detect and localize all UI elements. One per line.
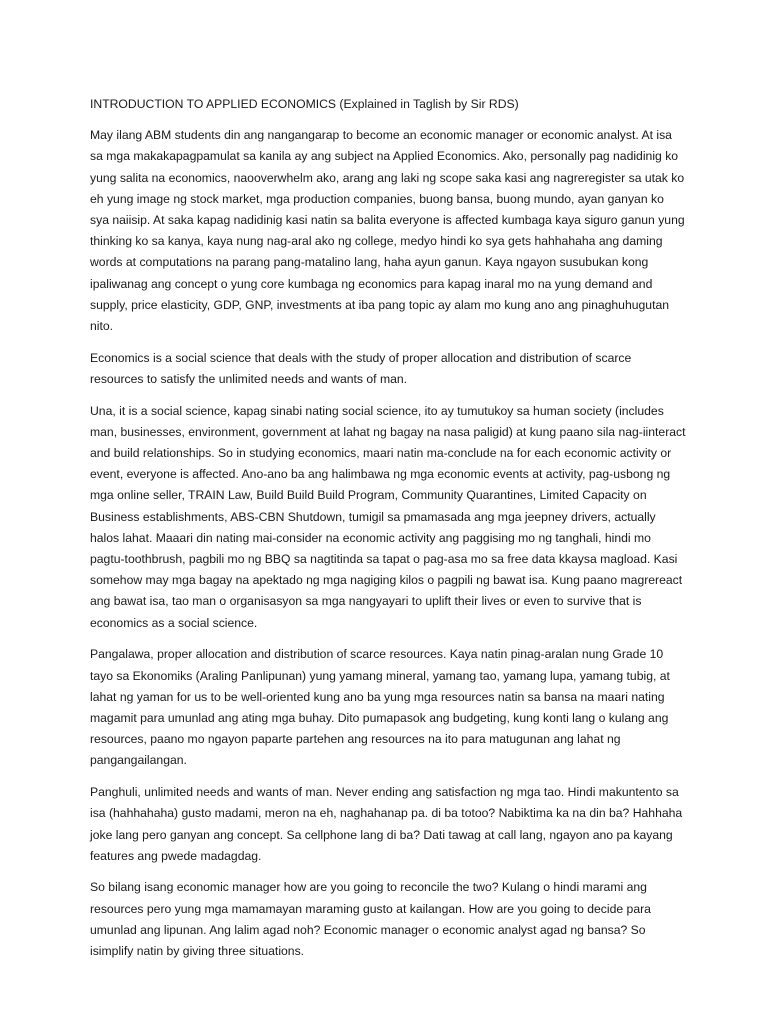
intro-paragraph: May ilang ABM students din ang nangangarap to become an economic manager or economic analyst. At isa sa mga makakapagpamulat sa kanila ay ang subject na Applied Economics. Ako, personally pag nadidinig ko yung salita na economics, naooverwhelm ako, arang ang laki ng scope saka kasi ang nagreregister sa utak ko eh yung image ng stock market, mga production companies, buong bansa, buong mundo, ayan ganyan ko sya naiisip. At saka kapag nadidinig kasi natin sa balita everyone is affected kumbaga kaya siguro ganun yung thinking ko sa kanya, kaya nung nag-aral ako ng college, medyo hindi ko sya gets hahhahaha ang daming words at computations na parang pang-matalino lang, haha ayun ganun. Kaya ngayon susubukan kong ipaliwanag ang concept o yung core kumbaga ng economics para kapag inaral mo na yung demand and supply, price elasticity, GDP, GNP, investments at iba pang topic ay alam mo kung ano ang pinaghuhugutan nito.: [90, 128, 685, 334]
definition-paragraph: Economics is a social science that deals with the study of proper allocation and distribution of scarce resources to satisfy the unlimited needs and wants of man.: [90, 350, 632, 386]
social-science-paragraph: Una, it is a social science, kapag sinabi nating social science, ito ay tumutukoy sa human society (includes man, businesses, environment, government at lahat ng bagay na nasa paligid) at kung paano sila nag-iinteract and build relationships. So in studying economics, maari natin ma-conclude na for each economic activity or event, everyone is affected. Ano-ano ba ang halimbawa ng mga economic events at activity, pag-usbong ng mga online seller, TRAIN Law, Build Build Build Program, Community Quarantines, Limited Capacity on Business establishments, ABS-CBN Shutdown, tumigil sa pmamasada ang mga jeepney drivers, actually halos lahat. Maaari din nating mai-consider na economic activity ang paggising mo ng tanghali, hindi mo pagtu-toothbrush, pagbili mo ng BBQ sa nagtitinda sa tapat o pag-asa mo sa free data kkaysa magload. Kasi somehow may mga bagay na apektado ng mga nagiging kilos o pagpili ng bawat isa. Kung paano magrereact ang bawat isa, tao man o organisasyon sa mga nangyayari to uplift their lives or even to survive that is economics as a social science.: [90, 403, 686, 630]
document-title: INTRODUCTION TO APPLIED ECONOMICS (Explained in Taglish by Sir RDS): [90, 97, 519, 111]
reconcile-paragraph: So bilang isang economic manager how are you going to reconcile the two? Kulang o hindi marami ang resources pero yung mga mamamayan maraming gusto at kailangan. How are you going to decide para umunlad ang lipunan. Ang lalim agad noh? Economic manager o economic analyst agad ng bansa? So isimplify natin by giving three situations.: [90, 880, 651, 959]
unlimited-wants-paragraph: Panghuli, unlimited needs and wants of man. Never ending ang satisfaction ng mga tao. Hindi makuntento sa isa (hahhahaha) gusto madami, meron na eh, naghahanap pa. di ba totoo? Nabiktima ka na din ba? Hahhaha joke lang pero ganyan ang concept. Sa cellphone lang di ba? Dati tawag at call lang, ngayon ano pa kayang features ang pwede madagdag.: [90, 785, 683, 863]
document-page: [90, 94, 686, 973]
scarce-resources-paragraph: Pangalawa, proper allocation and distribution of scarce resources. Kaya natin pinag-aralan nung Grade 10 tayo sa Ekonomiks (Araling Panlipunan) yung yamang mineral, yamang tao, yamang lupa, yamang tubig, at lahat ng yaman for us to be well-oriented kung ano ba yung mga resources natin sa bansa na maari nating magamit para umunlad ang ating mga buhay. Dito pumapasok ang budgeting, kung konti lang o kulang ang resources, paano mo ngayon paparte partehen ang resources na ito para matugunan ang lahat ng pangangailangan.: [90, 647, 670, 768]
